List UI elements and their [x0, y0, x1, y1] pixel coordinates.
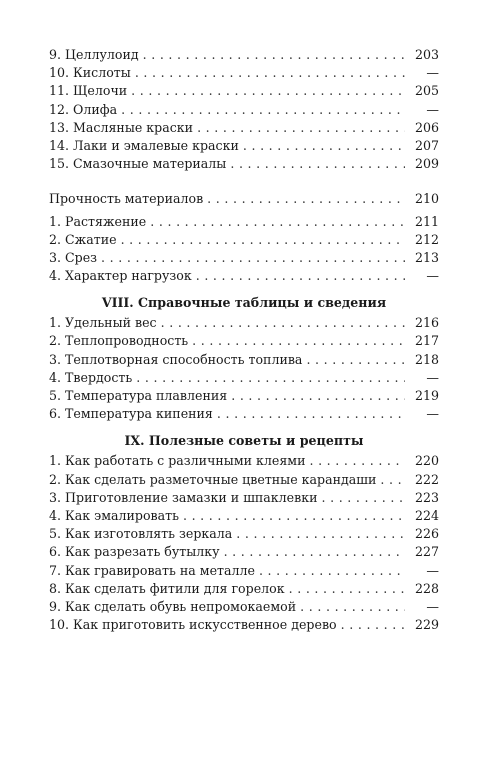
toc-entry-page: 216	[414, 315, 439, 331]
dot-leader	[131, 82, 405, 100]
toc-entry[interactable]	[49, 267, 439, 285]
toc-entry-page: 211	[414, 213, 439, 229]
toc-entry-title: 4. Как эмалировать	[49, 507, 179, 523]
toc-entry-page: —	[426, 406, 439, 422]
dot-leader	[150, 213, 405, 231]
dot-leader	[236, 525, 405, 543]
dot-leader	[224, 543, 405, 561]
toc-entry-page: 218	[414, 351, 439, 367]
toc-entry-title: 5. Температура плавления	[49, 388, 228, 403]
toc-entry-title: 2. Как сделать разметочные цветные карандаши	[49, 471, 377, 487]
dot-leader	[306, 351, 405, 369]
dot-leader	[161, 314, 405, 332]
toc-entry-page: 223	[414, 489, 439, 505]
toc-entry[interactable]	[49, 101, 439, 119]
toc-group-materials	[49, 46, 439, 173]
dot-leader	[259, 562, 405, 580]
dot-leader	[231, 387, 405, 405]
toc-entry[interactable]	[49, 525, 439, 543]
toc-entry[interactable]	[49, 562, 439, 580]
dot-leader	[196, 267, 405, 285]
toc-entry[interactable]	[49, 489, 439, 507]
dot-leader	[136, 369, 405, 387]
dot-leader	[135, 64, 405, 82]
toc-entry-title: 8. Как сделать фитили для горелок	[49, 580, 285, 596]
toc-entry-page: 206	[414, 119, 439, 135]
toc-entry-page: —	[426, 369, 439, 385]
toc-entry[interactable]	[49, 231, 439, 249]
toc-entry-title: 3. Приготовление замазки и шпаклевки	[49, 489, 318, 505]
dot-leader	[217, 405, 405, 423]
toc-entry[interactable]	[49, 64, 439, 82]
toc-entry-page: —	[426, 268, 439, 284]
toc-entry-page: 219	[414, 388, 439, 403]
toc-entry-page: 228	[414, 580, 439, 596]
toc-entry-title: 13. Масляные краски	[49, 119, 194, 135]
toc-entry-title: 1. Как работать с различными клеями	[49, 453, 306, 469]
toc-entry-title: 6. Как разрезать бутылку	[49, 544, 220, 560]
toc-entry[interactable]	[49, 452, 439, 470]
toc-entry-title: 6. Температура кипения	[49, 406, 213, 422]
dot-leader	[183, 507, 405, 525]
toc-entry-page: 229	[414, 617, 439, 633]
toc-entry-page: 213	[414, 249, 439, 265]
toc-entry[interactable]	[49, 137, 439, 155]
toc-entry[interactable]	[49, 543, 439, 561]
toc-entry[interactable]	[49, 598, 439, 616]
toc-entry-page: 207	[414, 137, 439, 153]
dot-leader	[121, 231, 405, 249]
dot-leader	[380, 471, 405, 489]
toc-entry-title: 14. Лаки и эмалевые краски	[49, 137, 239, 153]
toc-entry[interactable]	[49, 616, 439, 634]
dot-leader	[192, 332, 405, 350]
toc-entry-title: 4. Твердость	[49, 369, 133, 385]
toc-group-reference-tables	[49, 294, 439, 423]
toc-entry-page: 217	[414, 333, 439, 349]
toc-entry[interactable]	[49, 155, 439, 173]
toc-entry-title: 3. Теплотворная способность топлива	[49, 351, 303, 367]
dot-leader	[230, 155, 405, 173]
table-of-contents	[49, 46, 439, 634]
toc-entry[interactable]	[49, 351, 439, 369]
toc-entry-title: 3. Срез	[49, 249, 98, 265]
toc-entry[interactable]	[49, 405, 439, 423]
toc-entry[interactable]	[49, 369, 439, 387]
dot-leader	[207, 190, 405, 208]
toc-entry-title: 11. Щелочи	[49, 83, 128, 99]
section-heading: IX. Полезные советы и рецепты	[124, 433, 364, 449]
toc-entry-title: 2. Сжатие	[49, 231, 117, 247]
toc-entry[interactable]	[49, 580, 439, 598]
toc-entry-page: —	[426, 598, 439, 614]
toc-entry[interactable]	[49, 471, 439, 489]
toc-entry-title: 15. Смазочные материалы	[49, 156, 227, 172]
toc-entry[interactable]	[49, 249, 439, 267]
toc-entry-title: 4. Характер нагрузок	[49, 268, 192, 284]
toc-entry-title: Прочность материалов	[49, 191, 204, 207]
toc-entry-title: 10. Как приготовить искусственное дерево	[49, 617, 337, 633]
dot-leader	[121, 101, 405, 119]
toc-entry[interactable]	[49, 387, 439, 405]
toc-entry-page: 222	[414, 471, 439, 487]
toc-entry[interactable]	[49, 507, 439, 525]
toc-entry[interactable]	[49, 82, 439, 100]
toc-entry-title: 1. Растяжение	[49, 213, 147, 229]
dot-leader	[143, 46, 405, 64]
toc-entry-page: 226	[414, 526, 439, 542]
toc-entry-page: 224	[414, 507, 439, 523]
toc-entry-title: 9. Как сделать обувь непромокаемой	[49, 598, 297, 614]
toc-entry-title: 5. Как изготовлять зеркала	[49, 526, 233, 542]
dot-leader	[309, 452, 405, 470]
dot-leader	[321, 489, 405, 507]
toc-entry-title: 7. Как гравировать на металле	[49, 562, 255, 578]
toc-entry-page: —	[426, 562, 439, 578]
toc-entry[interactable]	[49, 314, 439, 332]
dot-leader	[197, 119, 405, 137]
toc-entry[interactable]	[49, 332, 439, 350]
dot-leader	[341, 616, 405, 634]
toc-entry[interactable]	[49, 213, 439, 231]
dot-leader	[289, 580, 405, 598]
toc-entry-page: —	[426, 65, 439, 81]
toc-subheading-entry[interactable]	[49, 190, 439, 208]
toc-group-strength	[49, 190, 439, 285]
dot-leader	[101, 249, 405, 267]
toc-entry-title: 12. Олифа	[49, 101, 118, 117]
toc-entry-page: 209	[414, 156, 439, 172]
dot-leader	[243, 137, 405, 155]
toc-entry-page: 220	[414, 453, 439, 469]
toc-entry-page: 203	[414, 47, 439, 62]
toc-entry-page: 205	[414, 83, 439, 99]
toc-entry[interactable]	[49, 46, 439, 64]
toc-entry-title: 9. Целлулоид	[49, 47, 139, 62]
toc-entry-page: —	[426, 101, 439, 117]
dot-leader	[300, 598, 405, 616]
section-heading: VIII. Справочные таблицы и сведения	[101, 295, 387, 311]
toc-entry-title: 10. Кислоты	[49, 65, 131, 81]
toc-entry-page: 210	[414, 191, 439, 207]
toc-entry-page: 227	[414, 544, 439, 560]
toc-entry[interactable]	[49, 119, 439, 137]
toc-entry-title: 2. Теплопроводность	[49, 333, 189, 349]
toc-entry-title: 1. Удельный вес	[49, 315, 157, 331]
toc-group-useful-tips	[49, 432, 439, 634]
toc-entry-page: 212	[414, 231, 439, 247]
